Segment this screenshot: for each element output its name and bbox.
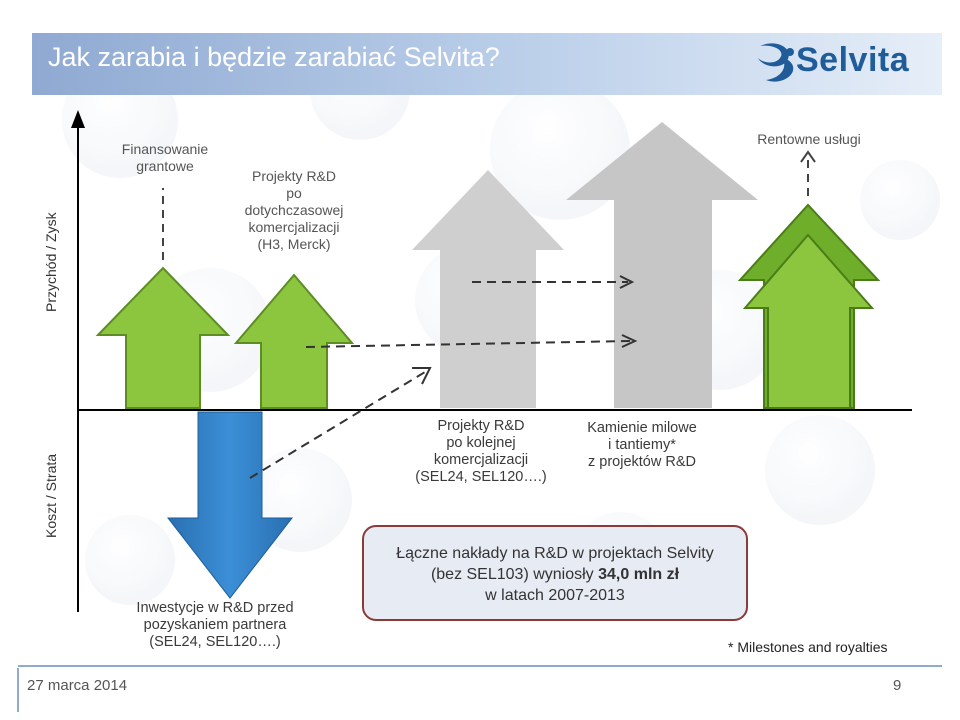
- footnote: * Milestones and royalties: [728, 639, 888, 655]
- vertical-axis: [71, 110, 85, 612]
- axis-label-profit: Przychód / Zysk: [43, 212, 59, 312]
- summary-amount: 34,0 mln zł: [598, 566, 680, 583]
- summary-line-1: Łączne nakłady na R&D w projektach Selvity: [396, 545, 714, 562]
- label-rd-later: Projekty R&D po kolejnej komercjalizacji (SEL24, SEL120….): [415, 418, 547, 485]
- label-profitable-services: Rentowne usługi: [757, 131, 861, 147]
- slide-title: Jak zarabia i będzie zarabiać Selvita?: [48, 42, 500, 72]
- summary-line-2-prefix: (bez SEL103) wyniosły: [430, 566, 599, 583]
- summary-line-2: [362, 564, 748, 585]
- blue-arrow-investments: [168, 412, 292, 598]
- axis-label-loss: Koszt / Strata: [43, 453, 59, 538]
- logo-text: Selvita: [796, 41, 910, 79]
- label-grant-funding: Finansowanie grantowe: [121, 141, 209, 174]
- footer-date: 27 marca 2014: [27, 677, 128, 694]
- page-number: 9: [893, 677, 902, 694]
- label-rd-early: Projekty R&D po dotychczasowej komercjalizacji (H3, Merck): [244, 168, 344, 252]
- label-investments: Inwestycje w R&D przed pozyskaniem partnera (SEL24, SEL120….): [136, 600, 294, 650]
- summary-text: [362, 543, 748, 606]
- dashed-arrow-services: [801, 152, 815, 196]
- summary-line-3: w latach 2007-2013: [485, 587, 625, 604]
- label-milestones: Kamienie milowe i tantiemy* z projektów R&D: [587, 420, 697, 470]
- gray-arrow-left: [412, 170, 564, 408]
- gray-arrow-right: [566, 122, 758, 408]
- green-arrow-grant: [98, 268, 228, 408]
- green-arrow-rd-early: [236, 275, 352, 408]
